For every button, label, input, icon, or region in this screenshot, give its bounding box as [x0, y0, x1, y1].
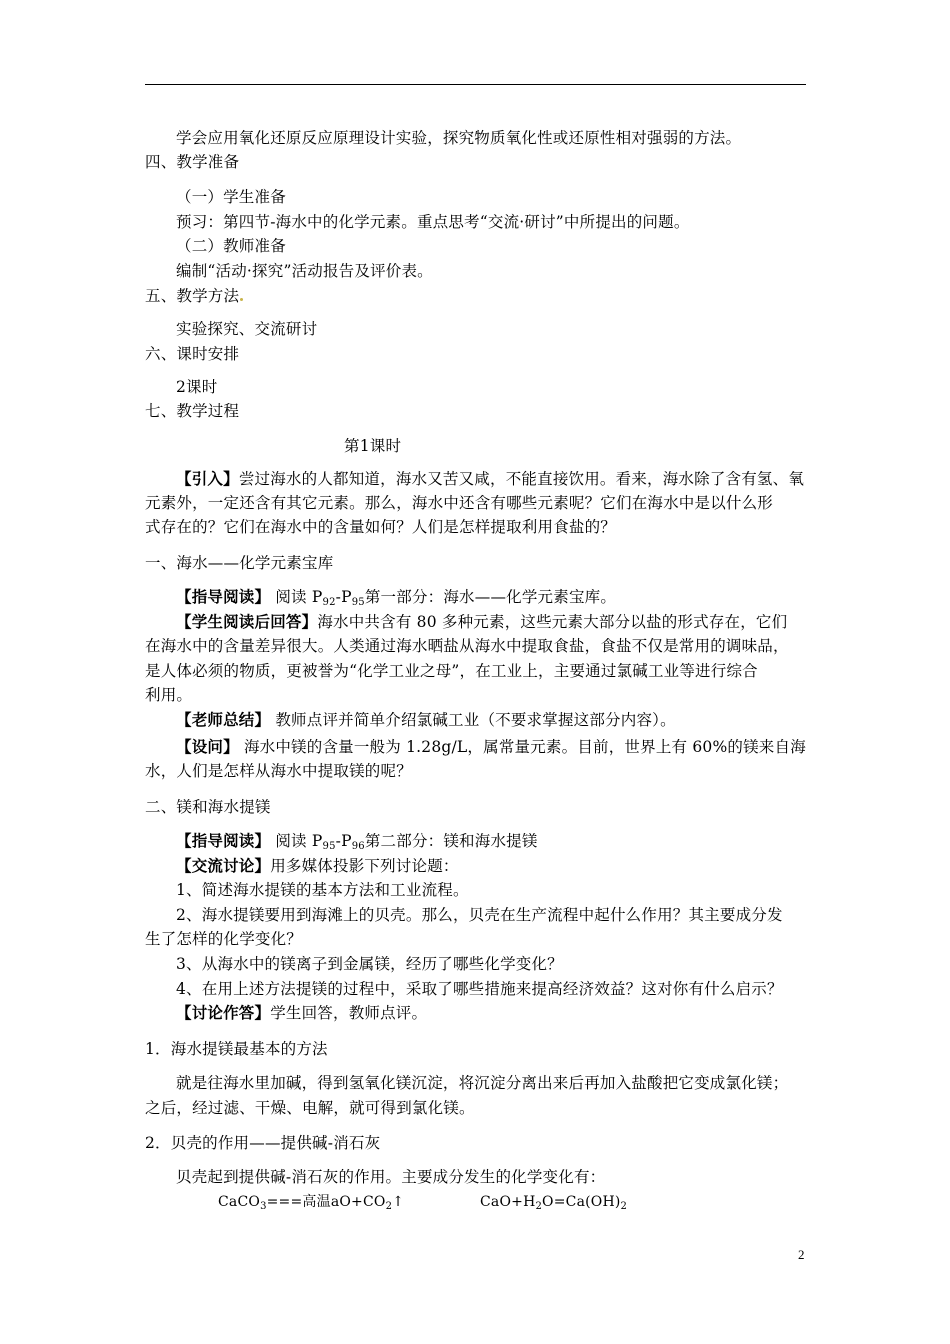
page-number: 2: [798, 1247, 805, 1262]
paragraph: 就是往海水里加碱，得到氢氧化镁沉淀，将沉淀分离出来后再加入盐酸把它变成氯化镁；: [176, 1074, 789, 1092]
lesson-title: 第1课时: [344, 437, 402, 455]
paragraph: 实验探究、交流研讨: [176, 320, 318, 338]
paragraph: 是人体必须的物质，更被誉为“化学工业之母”，在工业上，主要通过氯碱工业等进行综合: [145, 662, 758, 680]
numbered-heading: 1．海水提镁最基本的方法: [145, 1040, 328, 1058]
paragraph: 【老师总结】 教师点评并简单介绍氯碱工业（不要求掌握这部分内容）。: [176, 710, 676, 729]
paragraph: 式存在的？它们在海水中的含量如何？人们是怎样提取利用食盐的？: [145, 518, 617, 536]
section-heading: 五、教学方法: [145, 286, 243, 306]
paragraph: 【讨论作答】学生回答，教师点评。: [176, 1003, 428, 1022]
paragraph: 学会应用氧化还原反应原理设计实验，探究物质氧化性或还原性相对强弱的方法。: [176, 129, 742, 147]
equation-slaking: $CaO+H_2O=Ca(OH)_2$: [480, 1194, 628, 1212]
paragraph: 【引入】尝过海水的人都知道，海水又苦又咸，不能直接饮用。看来，海水除了含有氢、氧: [176, 469, 805, 488]
paragraph: 【学生阅读后回答】海水中共含有 80 多种元素，这些元素大部分以盐的形式存在，它们: [176, 612, 788, 631]
tag-label: 【设问】: [176, 737, 239, 756]
subheading: （二）教师准备: [176, 237, 286, 255]
paragraph: 元素外，一定还含有其它元素。那么，海水中还含有哪些元素呢？它们在海水中是以什么形: [145, 494, 774, 512]
equation-calcination: CaCO$_3$===高温$aO+CO_2↑$: [218, 1194, 405, 1212]
paragraph: 【指导阅读】 阅读 $P_{92}-P_{95}$第一部分：海水——化学元素宝库。: [176, 587, 617, 608]
paragraph: 贝壳起到提供碱-消石灰的作用。主要成分发生的化学变化有：: [176, 1168, 606, 1186]
section-heading: 七、教学过程: [145, 402, 240, 420]
gas-arrow: ↑: [392, 1194, 405, 1210]
paragraph: 【交流讨论】用多媒体投影下列讨论题：: [176, 856, 459, 875]
section-heading: 六、课时安排: [145, 345, 240, 363]
paragraph: 在海水中的含量差异很大。人类通过海水晒盐从海水中提取食盐，食盐不仅是常用的调味品，: [145, 637, 789, 655]
tag-label: 【指导阅读】: [176, 831, 271, 850]
list-item: 2、海水提镁要用到海滩上的贝壳。那么，贝壳在生产流程中起什么作用？其主要成分发: [176, 906, 783, 924]
tag-label: 【老师总结】: [176, 710, 271, 729]
paragraph: 预习：第四节-海水中的化学元素。重点思考“交流·研讨”中所提出的问题。: [176, 213, 690, 231]
tag-label: 【讨论作答】: [176, 1003, 271, 1022]
paragraph: 2课时: [176, 378, 218, 396]
tag-label: 【交流讨论】: [176, 856, 271, 875]
paragraph: 编制“活动·探究”活动报告及评价表。: [176, 262, 433, 280]
section-heading: 二、镁和海水提镁: [145, 798, 271, 816]
paragraph: 利用。: [145, 686, 193, 704]
paragraph: 【设问】 海水中镁的含量一般为 1.28g/L，属常量元素。目前，世界上有 60%的镁来自海: [176, 737, 806, 756]
list-item: 3、从海水中的镁离子到金属镁，经历了哪些化学变化？: [176, 955, 563, 973]
tag-label: 【指导阅读】: [176, 587, 271, 606]
section-heading: 一、海水——化学元素宝库: [145, 554, 334, 572]
numbered-heading: 2．贝壳的作用——提供碱-消石灰: [145, 1134, 381, 1152]
header-rule: [145, 84, 806, 85]
tag-label: 【引入】: [176, 469, 239, 488]
subheading: （一）学生准备: [176, 188, 286, 206]
tag-label: 【学生阅读后回答】: [176, 612, 318, 631]
paragraph: 水，人们是怎样从海水中提取镁的呢？: [145, 762, 412, 780]
paragraph: 之后，经过滤、干燥、电解，就可得到氯化镁。: [145, 1099, 475, 1117]
paragraph: 【指导阅读】 阅读 $P_{95}-P_{96}$第二部分：镁和海水提镁: [176, 831, 538, 852]
list-item: 生了怎样的化学变化？: [145, 930, 303, 948]
list-item: 4、在用上述方法提镁的过程中，采取了哪些措施来提高经济效益？这对你有什么启示？: [176, 980, 783, 998]
section-heading: 四、教学准备: [145, 153, 240, 171]
list-item: 1、简述海水提镁的基本方法和工业流程。: [176, 881, 469, 899]
stray-mark: [240, 298, 243, 301]
